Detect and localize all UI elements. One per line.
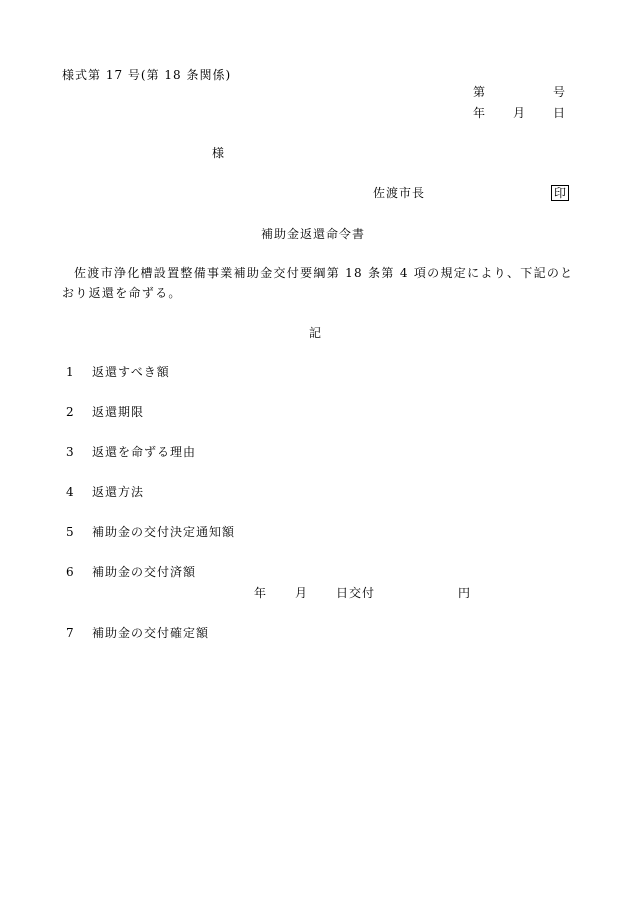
- seal-mark: [551, 185, 569, 201]
- item-label: 返還期限: [92, 405, 145, 419]
- item-number: 4: [66, 485, 74, 499]
- addressee-suffix: 様: [212, 146, 225, 160]
- item-label: 補助金の交付確定額: [92, 626, 210, 640]
- document-title: 補助金返還命令書: [261, 227, 366, 241]
- item-label: 返還方法: [92, 485, 145, 499]
- ki-heading: 記: [309, 326, 322, 340]
- item-number: 7: [66, 626, 74, 640]
- payment-month: 月: [295, 586, 308, 600]
- issuer-title: 佐渡市長: [373, 186, 426, 200]
- doc-number-suffix: 号: [553, 85, 566, 99]
- payment-yen: 円: [458, 586, 471, 600]
- item-label: 返還すべき額: [92, 365, 170, 379]
- item-label: 補助金の交付決定通知額: [92, 525, 236, 539]
- date-month: 月: [513, 106, 526, 120]
- item-number: 2: [66, 405, 74, 419]
- date-year: 年: [473, 106, 486, 120]
- item-number: 1: [66, 365, 74, 379]
- doc-number-prefix: 第: [473, 85, 486, 99]
- item-number: 5: [66, 525, 74, 539]
- item-label: 返還を命ずる理由: [92, 445, 197, 459]
- date-day: 日: [553, 106, 566, 120]
- payment-year: 年: [254, 586, 267, 600]
- item-number: 3: [66, 445, 74, 459]
- body-paragraph: 佐渡市浄化槽設置整備事業補助金交付要綱第 18 条第 4 項の規定により、下記のとおり返還を命ずる。: [62, 266, 574, 300]
- form-label: 様式第 17 号(第 18 条関係): [62, 68, 232, 82]
- item-number: 6: [66, 565, 74, 579]
- payment-day-issued: 日交付: [336, 586, 376, 600]
- item-label: 補助金の交付済額: [92, 565, 197, 579]
- seal-label: 印: [551, 185, 569, 201]
